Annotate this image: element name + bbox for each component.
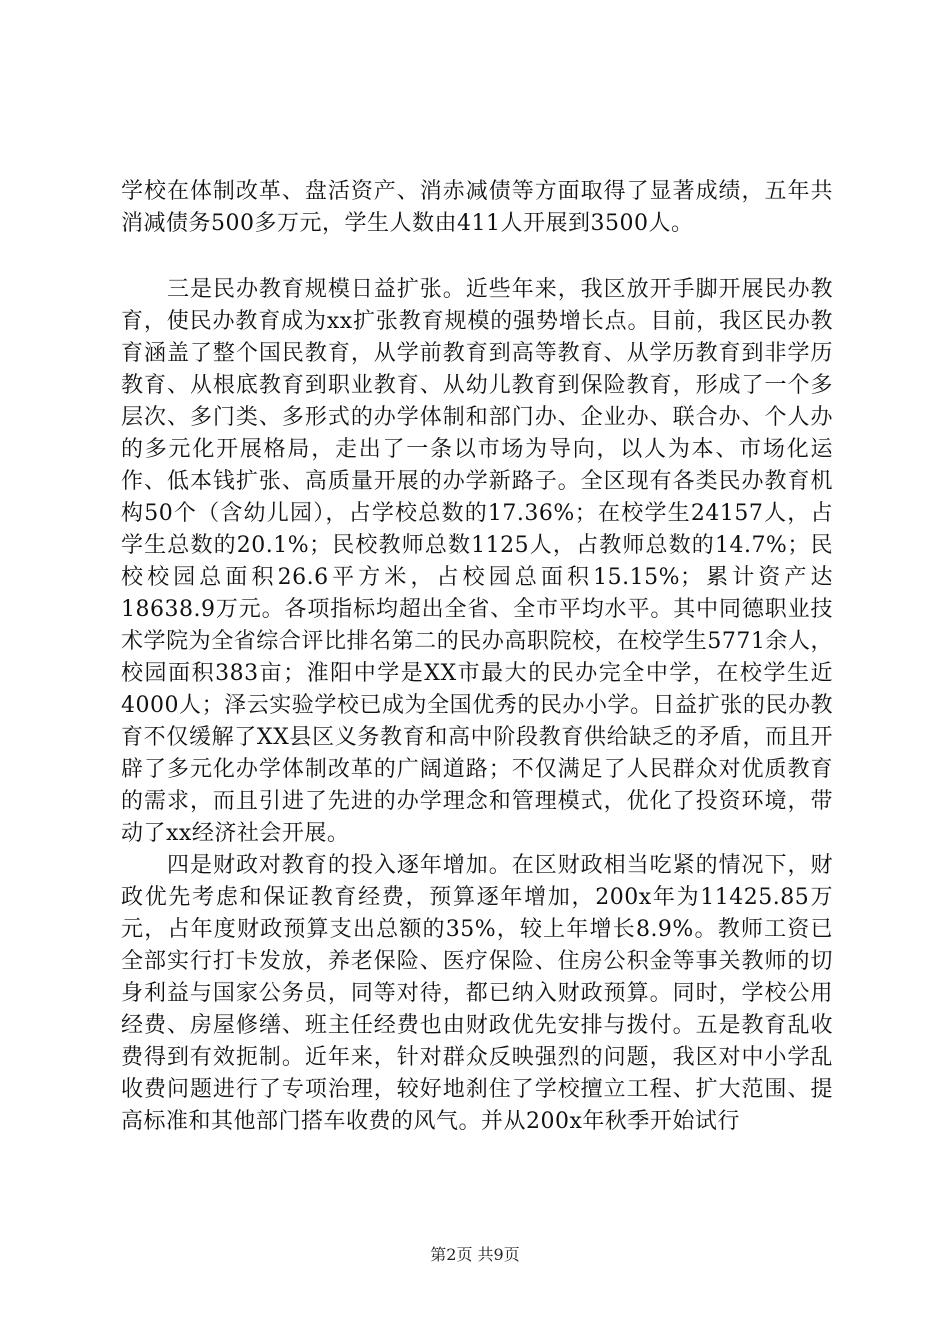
document-body xyxy=(121,176,833,1138)
paragraph-continuation: 学校在体制改革、盘活资产、消赤减债等方面取得了显著成绩，五年共消减债务500多万元，学生人数由411人开展到3500人。 xyxy=(121,179,833,236)
paragraph-fiscal-investment: 四是财政对教育的投入逐年增加。在区财政相当吃紧的情况下，财政优先考虑和保证教育经费，预算逐年增加，200x年为11425.85万元，占年度财政预算支出总额的35%，较上年增长8.9%。教师工资已全部实行打卡发放，养老保险、医疗保险、住房公积金等事关教师的切身利益与国家公务员，同等对待，都已纳入财政预算。同时，学校公用经费、房屋修缮、班主任经费也由财政优先安排与拨付。五是教育乱收费得到有效扼制。近年来，针对群众反映强烈的问题，我区对中小学乱收费问题进行了专项治理，较好地刹住了学校擅立工程、扩大范围、提高标准和其他部门搭车收费的风气。并从200x年秋季开始试行 xyxy=(121,853,833,1134)
paragraph-private-education: 三是民办教育规模日益扩张。近些年来，我区放开手脚开展民办教育，使民办教育成为xx扩张教育规模的强势增长点。目前，我区民办教育涵盖了整个国民教育，从学前教育到高等教育、从学历教育到非学历教育、从根底教育到职业教育、从幼儿教育到保险教育，形成了一个多层次、多门类、多形式的办学体制和部门办、企业办、联合办、个人办的多元化开展格局，走出了一条以市场为导向，以人为本、市场化运作、低本钱扩张、高质量开展的办学新路子。全区现有各类民办教育机构50个（含幼儿园），占学校总数的17.36%；在校学生24157人，占学生总数的20.1%；民校教师总数1125人，占教师总数的14.7%；民校校园总面积26.6平方米，占校园总面积15.15%；累计资产达18638.9万元。各项指标均超出全省、全市平均水平。其中同德职业技术学院为全省综合评比排名第二的民办高职院校，在校学生5771余人，校园面积383亩；淮阳中学是XX市最大的民办完全中学，在校学生近4000人；泽云实验学校已成为全国优秀的民办小学。日益扩张的民办教育不仅缓解了XX县区义务教育和高中阶段教育供给缺乏的矛盾，而且开辟了多元化办学体制改革的广阔道路；不仅满足了人民群众对优质教育的需求，而且引进了先进的办学理念和管理模式，优化了投资环境，带动了xx经济社会开展。 xyxy=(121,277,833,846)
page-footer: 第2页 共9页 xyxy=(430,1245,520,1264)
